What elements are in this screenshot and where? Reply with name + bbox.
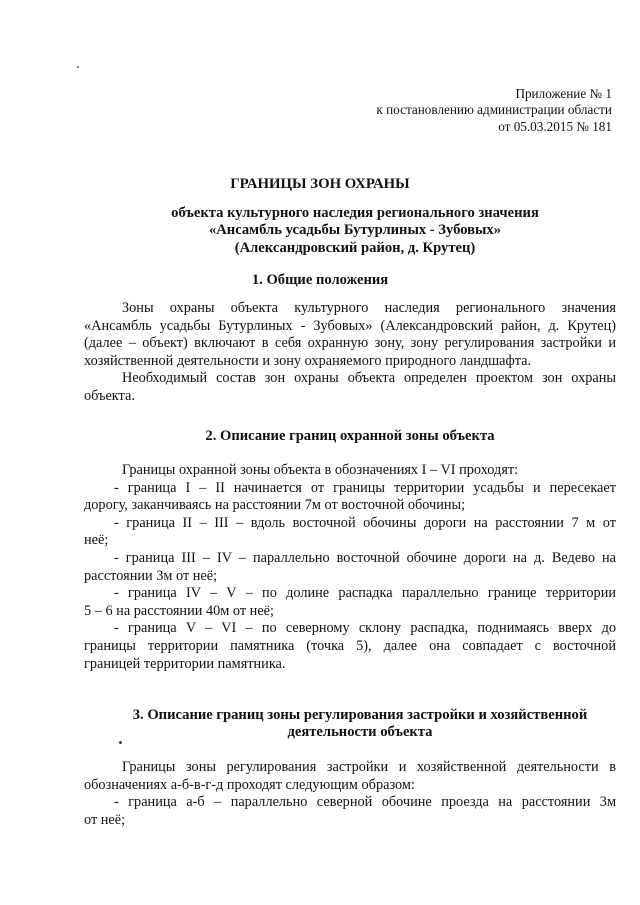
subtitle-line: (Александровский район, д. Крутец) [234, 239, 476, 256]
section1-heading: 1. Общие положения [251, 272, 389, 288]
text-line: 5 – 6 на расстоянии 40м от неё; [84, 602, 274, 619]
text-line: Границы охранной зоны объекта в обозначениях I – VI проходят: [122, 462, 519, 478]
text-line: - граница III – IV – параллельно восточной обочине дороги на д. Ведево на [114, 549, 616, 566]
document-title: ГРАНИЦЫ ЗОН ОХРАНЫ [230, 176, 410, 192]
appendix-note [376, 86, 612, 135]
text-line: - граница I – II начинается от границы территории усадьбы и пересекает [114, 479, 616, 496]
appendix-date: от 05.03.2015 № 181 [498, 118, 612, 134]
text-line: объекта. [84, 387, 135, 404]
scan-dot [119, 741, 122, 744]
text-line: расстоянии 3м от неё; [84, 567, 218, 584]
text-line: - граница а-б – параллельно северной обочине проезда на расстоянии 3м [114, 794, 616, 811]
text-line: Необходимый состав зон охраны объекта определен проектом зон охраны [122, 370, 616, 387]
section3-heading-cont: деятельности объекта [287, 724, 433, 740]
subtitle-line: «Ансамбль усадьбы Бутурлиных - Зубовых» [208, 222, 502, 239]
text-line: - граница IV – V – по долине распадка параллельно границе территории [114, 585, 616, 602]
text-line: - граница V – VI – по северному склону распадка, поднимаясь вверх до [114, 620, 616, 637]
text-line: от неё; [84, 811, 126, 828]
text-line: «Ансамбль усадьбы Бутурлиных - Зубовых» (Александровский район, д. Крутец) [84, 317, 616, 334]
text-line: границей территории памятника. [84, 655, 286, 672]
text-line: (далее – объект) включают в себя охранную зону, зону регулирования застройки и [84, 335, 616, 352]
section3-body [84, 759, 616, 829]
section2-heading: 2. Описание границ охранной зоны объекта [205, 428, 495, 444]
text-line: неё; [84, 532, 109, 549]
scan-speck [77, 66, 79, 68]
section1-paragraph [84, 300, 616, 406]
text-line: хозяйственной деятельности и зону охраняемого природного ландшафта. [84, 352, 532, 369]
section2-body [84, 462, 616, 673]
document-subtitle [150, 205, 560, 257]
text-line: обозначениях а-б-в-г-д проходят следующим образом: [84, 776, 415, 793]
text-line: границы территории памятника (точка 5), далее она совпадает с восточной [84, 637, 616, 654]
text-line: дорогу, заканчиваясь на расстоянии 7м от восточной обочины; [84, 497, 466, 514]
text-line: Границы зоны регулирования застройки и хозяйственной деятельности в [122, 759, 616, 775]
appendix-reference: к постановлению администрации области [376, 102, 612, 118]
appendix-number: Приложение № 1 [515, 86, 612, 101]
text-line: Зоны охраны объекта культурного наследия регионального значения [122, 300, 616, 316]
subtitle-line: объекта культурного наследия регионального значения [171, 205, 539, 221]
text-line: - граница II – III – вдоль восточной обочины дороги на расстоянии 7 м от [114, 514, 616, 531]
section3-heading: 3. Описание границ зоны регулирования застройки и хозяйственной [132, 707, 588, 723]
